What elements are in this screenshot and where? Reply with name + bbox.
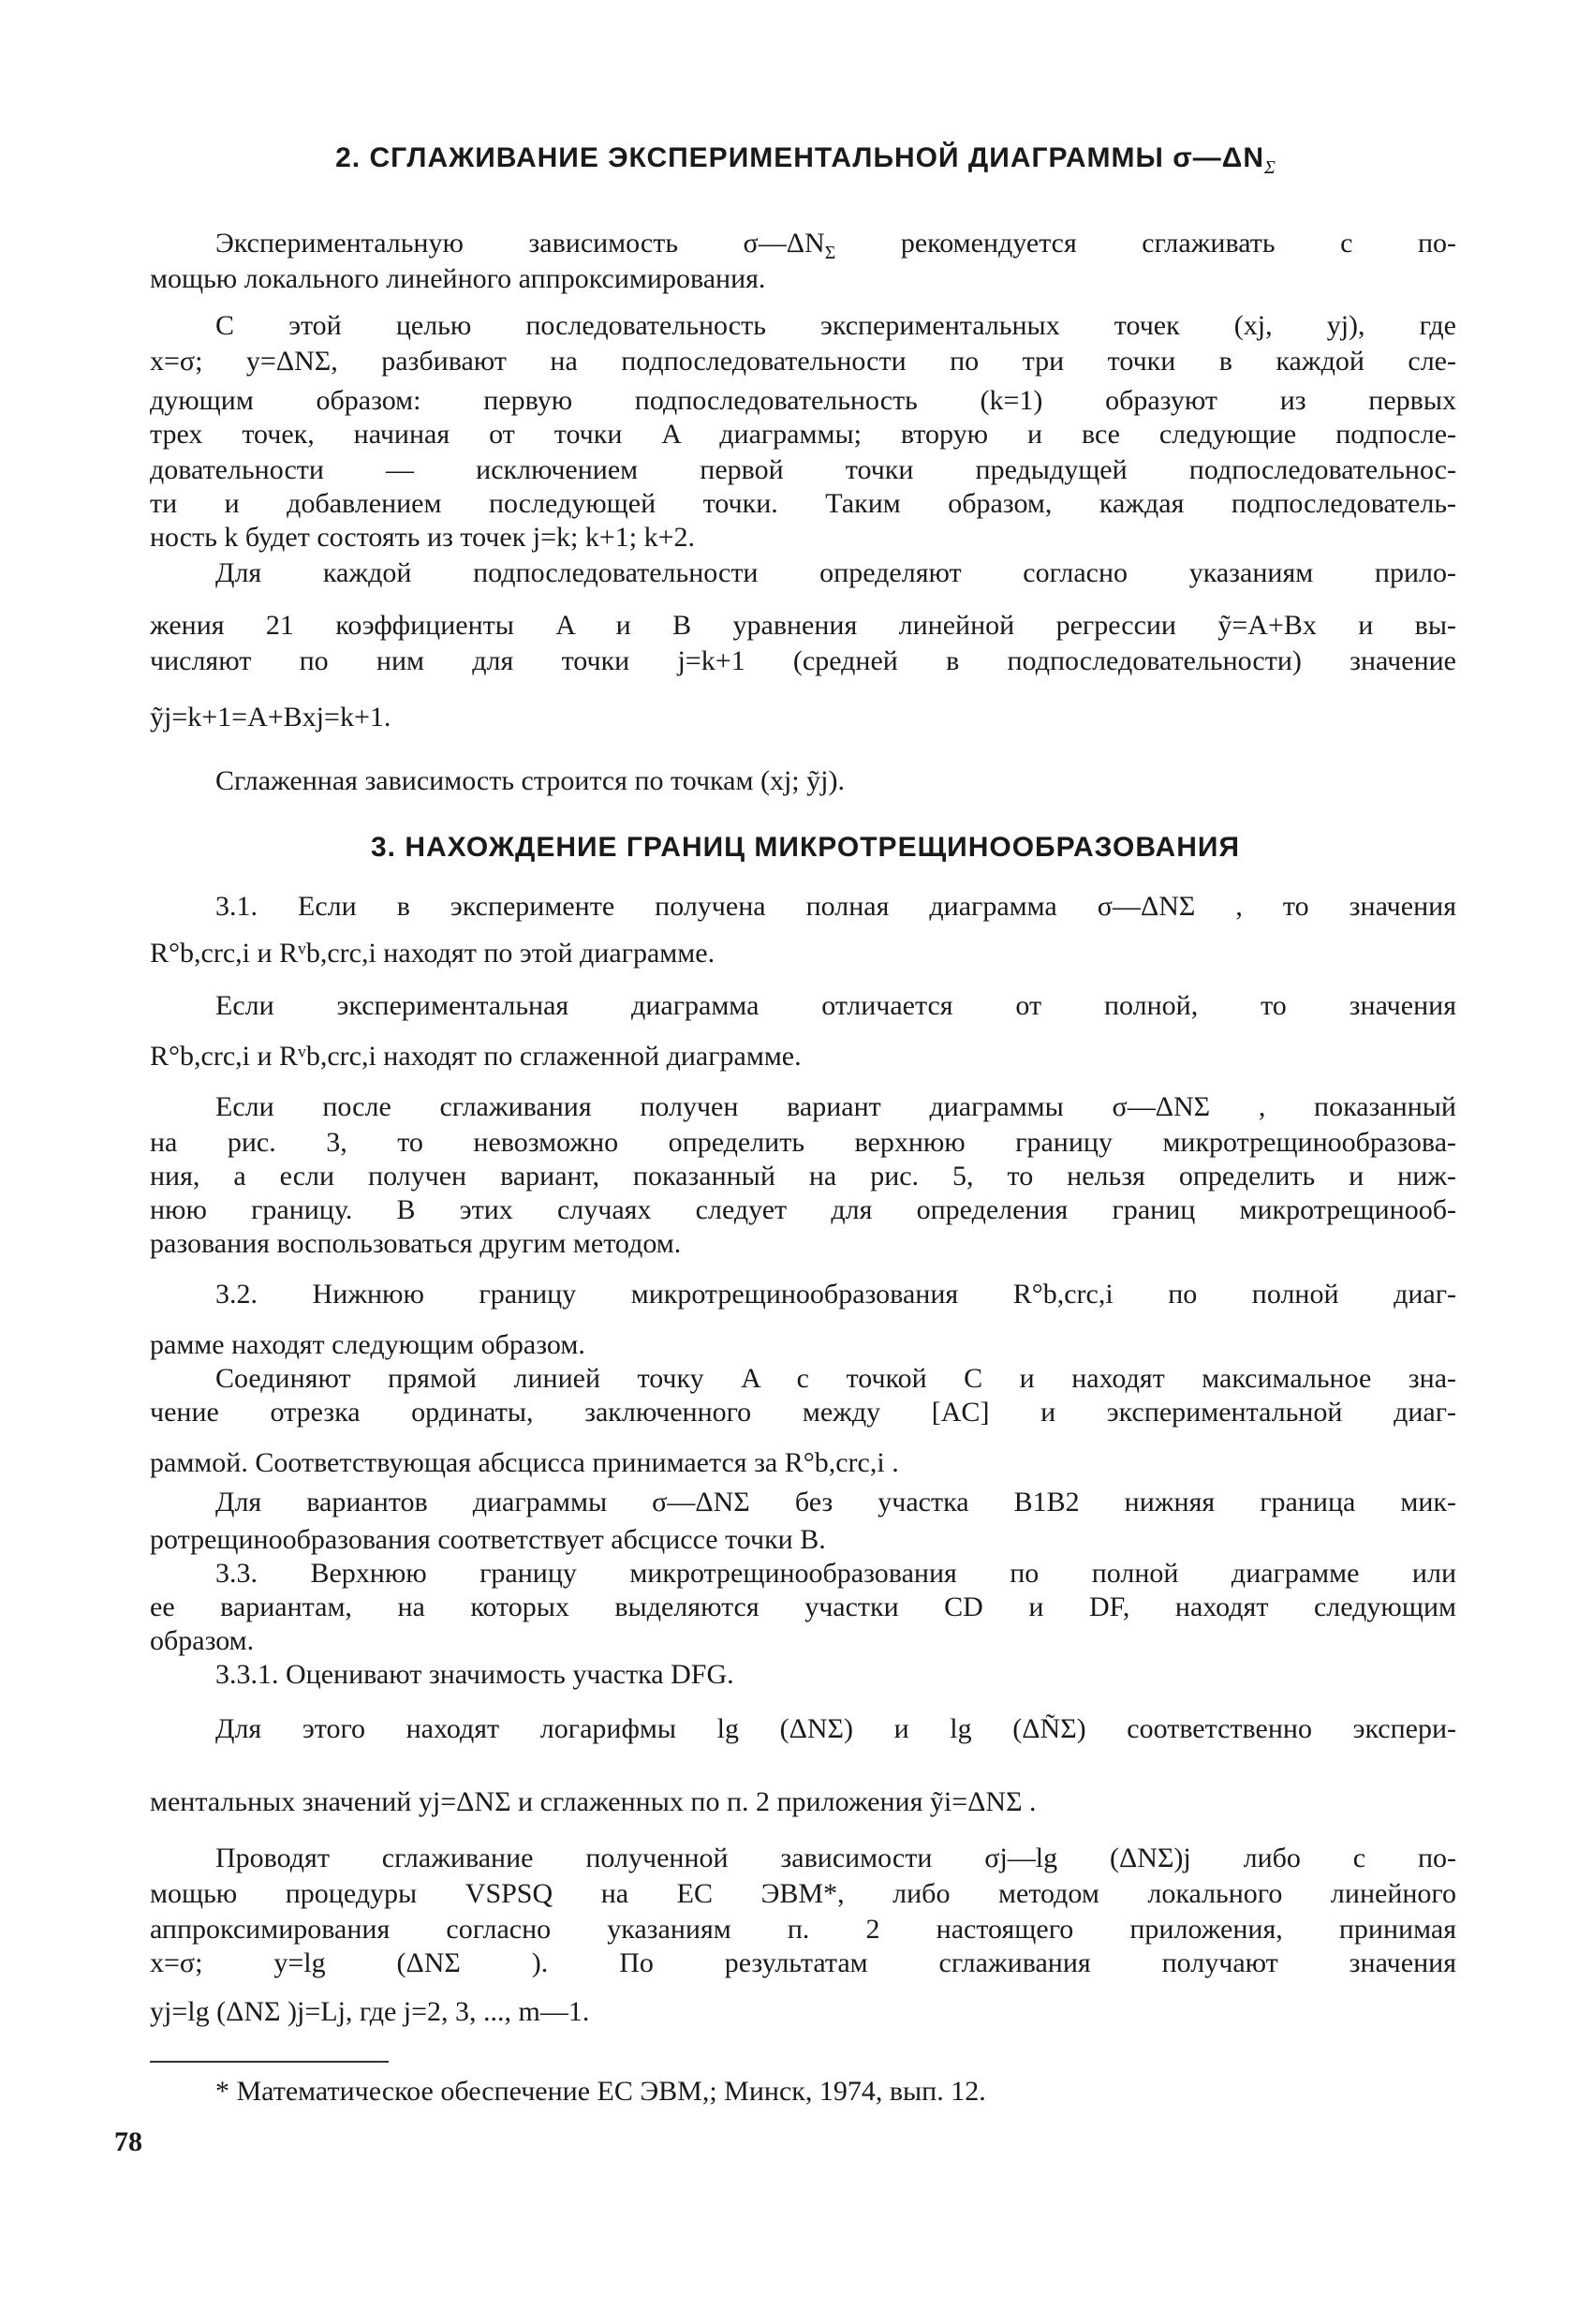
paragraph-line: аппроксимирования согласно указаниям п. 2 настоящего приложения, принимая (150, 1914, 1456, 1945)
paragraph-line: ỹj=k+1=A+Bxj=k+1. (150, 702, 391, 733)
paragraph-line: жения 21 коэффициенты A и B уравнения линейной регрессии ỹ=A+Bx и вы- (150, 610, 1456, 641)
paragraph-line: ротрещинообразования соответствует абсциссе точки B. (150, 1524, 826, 1555)
paragraph-line: Если экспериментальная диаграмма отличается от полной, то значения (215, 990, 1456, 1021)
paragraph-line: Экспериментальную зависимость $\sigma—\Delta N_\Sigma$ рекомендуется сглаживать с по- (215, 228, 1456, 263)
paragraph-line: раммой. Соответствующая абсцисса принимается за R°b,crc,i . (150, 1447, 899, 1478)
paragraph-line: R°b,crc,i и Rᵛb,crc,i находят по сглаженной диаграмме. (150, 1041, 802, 1072)
paragraph-line: x=σ; y=ΔNΣ, разбивают на подпоследовательности по три точки в каждой сле- (150, 346, 1456, 377)
paragraph-line: R°b,crc,i и Rᵛb,crc,i находят по этой диаграмме. (150, 938, 715, 969)
paragraph-line: 3.3.1. Оценивают значимость участка DFG. (215, 1659, 734, 1690)
paragraph-line: ти и добавлением последующей точки. Таким образом, каждая подпоследователь- (150, 488, 1456, 519)
paragraph-line: дующим образом: первую подпоследовательность (k=1) образуют из первых (150, 385, 1456, 416)
page-number: 78 (114, 2126, 142, 2157)
section-2-heading (150, 142, 1461, 179)
section-3-heading: 3. НАХОЖДЕНИЕ ГРАНИЦ МИКРОТРЕЩИНООБРАЗОВАНИЯ (370, 832, 1241, 863)
paragraph-line: С этой целью последовательность экспериментальных точек (xj, yj), где (215, 310, 1456, 341)
section-2-heading-text: 2. СГЛАЖИВАНИЕ ЭКСПЕРИМЕНТАЛЬНОЙ ДИАГРАММЫ σ—ΔN (335, 142, 1264, 173)
paragraph-line: довательности — исключением первой точки предыдущей подпоследовательнос- (150, 454, 1456, 485)
footnote-divider (150, 2061, 389, 2063)
paragraph-line: Проводят сглаживание полученной зависимости σj—lg (ΔNΣ)j либо с по- (215, 1843, 1456, 1873)
paragraph-line: Для каждой подпоследовательности определяют согласно указаниям прило- (215, 557, 1456, 588)
paragraph-line: 3.1. Если в эксперименте получена полная диаграмма σ—ΔNΣ , то значения (215, 891, 1456, 922)
paragraph-line: трех точек, начиная от точки A диаграммы; вторую и все следующие подпосле- (150, 419, 1456, 450)
paragraph-line: разования воспользоваться другим методом. (150, 1228, 682, 1259)
paragraph-line: ее вариантам, на которых выделяются участки CD и DF, находят следующим (150, 1591, 1456, 1622)
paragraph-line: 3.3. Верхнюю границу микротрещинообразования по полной диаграмме или (215, 1558, 1456, 1589)
paragraph-line: Соединяют прямой линией точку A с точкой C и находят максимальное зна- (215, 1363, 1456, 1394)
paragraph-line: мощью локального линейного аппроксимирования. (150, 263, 766, 294)
paragraph-line: Сглаженная зависимость строится по точкам (xj; ỹj). (215, 765, 845, 796)
paragraph-line: рамме находят следующим образом. (150, 1329, 585, 1360)
paragraph-line: Для этого находят логарифмы lg (ΔNΣ) и lg (ΔÑΣ) соответственно экспери- (215, 1713, 1456, 1744)
paragraph-line: на рис. 3, то невозможно определить верхнюю границу микротрещинообразова- (150, 1127, 1456, 1158)
paragraph-line: ментальных значений yj=ΔNΣ и сглаженных по п. 2 приложения ỹi=ΔNΣ . (150, 1786, 1037, 1817)
paragraph-line: образом. (150, 1625, 255, 1656)
paragraph-line: yj=lg (ΔNΣ )j=Lj, где j=2, 3, ..., m—1. (150, 1996, 590, 2027)
paragraph-line: Для вариантов диаграммы σ—ΔNΣ без участка B1B2 нижняя граница мик- (215, 1487, 1456, 1517)
footnote: * Математическое обеспечение ЕС ЭВМ,; Минск, 1974, вып. 12. (215, 2076, 986, 2107)
paragraph-line: числяют по ним для точки j=k+1 (средней в подпоследовательности) значение (150, 645, 1456, 676)
paragraph-line: ность k будет состоять из точек j=k; k+1; k+2. (150, 522, 696, 553)
paragraph-line: чение отрезка ординаты, заключенного между [AC] и экспериментальной диаг- (150, 1397, 1456, 1428)
section-2-heading-subscript: Σ (1263, 157, 1276, 178)
paragraph-line: Если после сглаживания получен вариант диаграммы σ—ΔNΣ , показанный (215, 1091, 1456, 1122)
paragraph-line: x=σ; y=lg (ΔNΣ ). По результатам сглаживания получают значения (150, 1947, 1456, 1978)
paragraph-line: мощью процедуры VSPSQ на ЕС ЭВМ*, либо методом локального линейного (150, 1878, 1456, 1909)
paragraph-line: ния, а если получен вариант, показанный на рис. 5, то нельзя определить и ниж- (150, 1161, 1456, 1192)
paragraph-line: 3.2. Нижнюю границу микротрещинообразования R°b,crc,i по полной диаг- (215, 1279, 1456, 1310)
paragraph-line: нюю границу. В этих случаях следует для определения границ микротрещинооб- (150, 1194, 1456, 1225)
